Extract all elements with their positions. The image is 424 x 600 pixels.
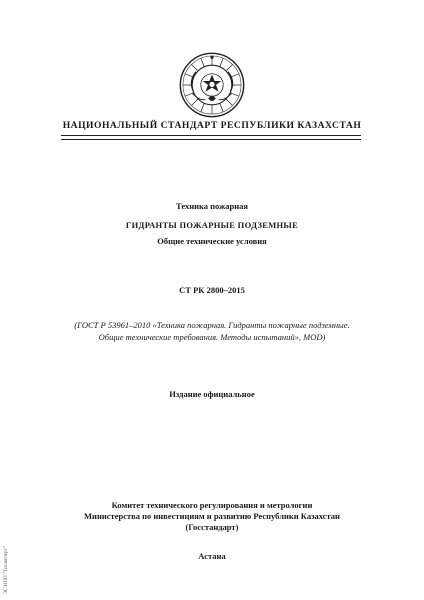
reference-line-2: Общие технические требования. Методы испытаний», MOD) (98, 332, 326, 342)
document-title: ГИДРАНТЫ ПОЖАРНЫЕ ПОДЗЕМНЫЕ (125, 220, 299, 230)
reference-line-1: (ГОСТ Р 53961–2010 «Техника пожарная. Гидранты пожарные подземные. (74, 320, 350, 330)
publisher-line-2: Министерства по инвестициям и развитию Республики Казахстан (84, 511, 340, 521)
header-title: НАЦИОНАЛЬНЫЙ СТАНДАРТ РЕСПУБЛИКИ КАЗАХСТАН (62, 120, 362, 131)
header-rule-top (61, 135, 361, 136)
document-topic: Техника пожарная (176, 201, 248, 211)
publisher-line-1: Комитет технического регулирования и метрологии (111, 500, 313, 510)
state-emblem (179, 52, 245, 118)
edition-label: Издание официальное (169, 389, 255, 399)
city-label: Астана (198, 551, 226, 561)
standard-code: СТ РК 2800–2015 (179, 285, 245, 295)
side-stamp: ЭС НПП "Техэксперт" (4, 546, 9, 594)
document-subtitle: Общие технические условия (157, 236, 267, 246)
publisher-line-3: (Госстандарт) (185, 522, 239, 532)
header-rule-bottom (61, 139, 361, 140)
